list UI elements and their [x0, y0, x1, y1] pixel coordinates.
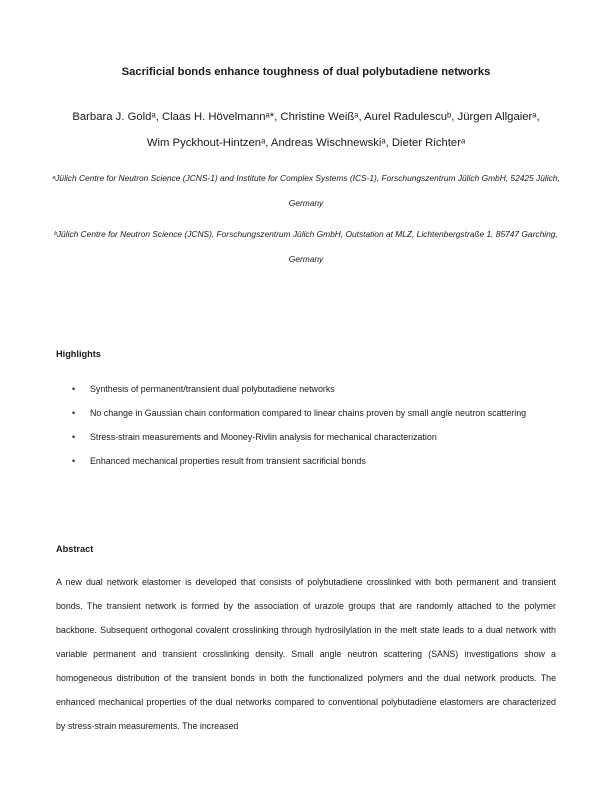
highlights-heading: Highlights [56, 349, 101, 359]
highlight-text: No change in Gaussian chain conformation compared to linear chains proven by small angle neutron scattering [90, 408, 527, 418]
abstract-heading: Abstract [56, 544, 94, 554]
list-item [56, 449, 556, 473]
author-line-1: Barbara J. Goldᵃ, Claas H. Hövelmannᵃ*, Christine Weißᵃ, Aurel Radulescuᵇ, Jürgen Allgaierᵃ, [72, 111, 540, 123]
bullet-icon: • [72, 384, 76, 394]
highlight-text: Enhanced mechanical properties result from transient sacrificial bonds [90, 456, 366, 466]
highlights-list [56, 377, 556, 473]
bullet-icon: • [72, 408, 76, 418]
list-item [56, 377, 556, 401]
highlight-text: Synthesis of permanent/transient dual polybutadiene networks [90, 384, 335, 394]
list-item [56, 401, 556, 425]
highlight-text: Stress-strain measurements and Mooney-Rivlin analysis for mechanical characterization [90, 432, 437, 442]
bullet-icon: • [72, 432, 76, 442]
author-line-2: Wim Pyckhout-Hintzenᵃ, Andreas Wischnewskiᵃ, Dieter Richterᵃ [146, 137, 466, 149]
abstract-text: A new dual network elastomer is developed that consists of polybutadiene crosslinked with both permanent and transient bonds. The transient network is formed by the association of urazole groups that are randomly attached to the polymer backbone. Subsequent orthogonal covalent crosslinking through hydrosilylation in the melt state leads to a dual network with variable permanent and transient crosslinking density. Small angle neutron scattering (SANS) investigations show a homogeneous distribution of the transient bonds in both the functionalized polymers and the dual network products. The enhanced mechanical properties of the dual networks compared to conventional polybutadiene elastomers are characterized by stress-strain measurements. The increased [56, 577, 556, 731]
list-item [56, 425, 556, 449]
bullet-icon: • [72, 456, 76, 466]
affiliation-b: ᵇJülich Centre for Neutron Science (JCNS), Forschungszentrum Jülich GmbH, Outstation at MLZ, Lichtenbergstraße 1, 85747 Garching, Germany [54, 229, 558, 264]
affiliation-a: ᵃJülich Centre for Neutron Science (JCNS-1) and Institute for Complex Systems (ICS-1), Forschungszentrum Jülich GmbH, 52425 Jülich, Germany [52, 173, 560, 208]
author-list [30, 104, 582, 156]
paper-title: Sacrificial bonds enhance toughness of dual polybutadiene networks [121, 66, 491, 78]
